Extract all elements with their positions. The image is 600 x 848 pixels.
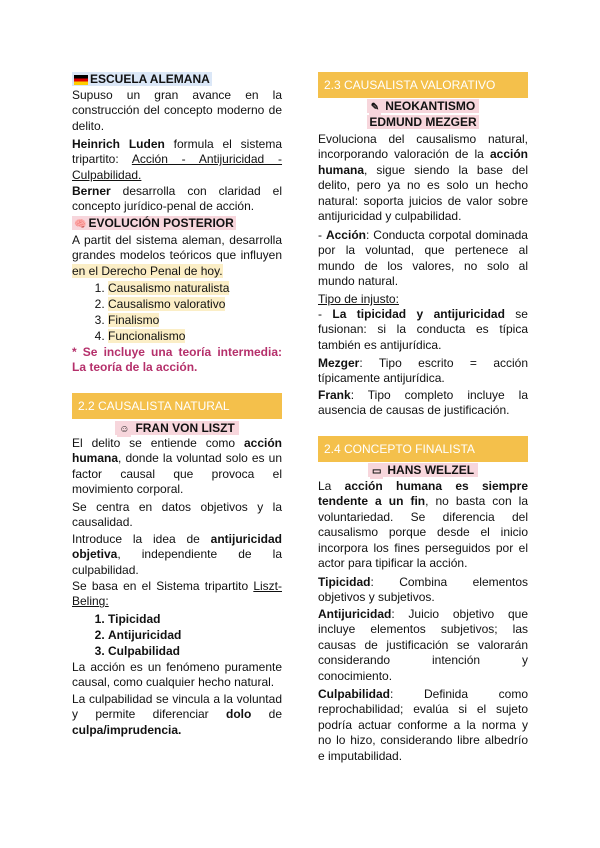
list-item: 4. Funcionalismo <box>108 329 282 345</box>
liszt-heading: ☺ FRAN VON LISZT <box>72 421 282 437</box>
natural-p3: Introduce la idea de antijuricidad objetiva, independiente de la culpabilidad. <box>72 532 282 577</box>
picture-icon: ▭ <box>370 464 383 479</box>
pen-icon: ✎ <box>369 100 381 115</box>
german-flag-icon <box>74 75 88 85</box>
berner-paragraph: Berner desarrolla con claridad el concepto jurídico-penal de acción. <box>72 184 282 214</box>
list-item: 3. Culpabilidad <box>108 644 282 660</box>
section-bar-valorativo: 2.3 CAUSALISTA VALORATIVO <box>318 72 528 98</box>
valorativo-p5: Frank: Tipo completo incluye la ausencia de causas de justificación. <box>318 388 528 418</box>
section-bar-natural: 2.2 CAUSALISTA NATURAL <box>72 393 282 419</box>
finalista-p3: Antijuricidad: Juicio objetivo que incluye elementos subjetivos; las causas de justificación se valorarán considerando intención y conocimiento. <box>318 607 528 683</box>
finalista-p4: Culpabilidad: Definida como reprochabilidad; evalúa si el sujeto podría actuar conforme a la norma y no lo hizo, considerando libre albedrío e imputabilidad. <box>318 687 528 763</box>
section-bar-finalista: 2.4 CONCEPTO FINALISTA <box>318 436 528 462</box>
welzel-heading: ▭ HANS WELZEL <box>318 463 528 479</box>
natural-p2: Se centra en datos objetivos y la causalidad. <box>72 500 282 530</box>
list-item: 1. Causalismo naturalista <box>108 281 282 297</box>
evolucion-heading: 🧠 EVOLUCIÓN POSTERIOR <box>72 216 282 232</box>
list-item: 1. Tipicidad <box>108 612 282 628</box>
valorativo-p2: - Acción: Conducta corpotal dominada por la voluntad, que pertenece al mundo de los valores, no solo al mundo natural. <box>318 228 528 289</box>
escuela-intro: Supuso un gran avance en la construcción del concepto moderno de delito. <box>72 88 282 133</box>
natural-p5: La acción es un fenómeno puramente causal, como cualquier hecho natural. <box>72 660 282 690</box>
escuela-alemana-heading: ESCUELA ALEMANA <box>72 72 282 87</box>
valorativo-p3: - La tipicidad y antijuricidad se fusionan: si la conducta es típica también es antijurídica. <box>318 307 528 352</box>
tripartito-list <box>72 612 282 660</box>
luden-paragraph: Heinrich Luden formula el sistema tripartito: Acción - Antijuricidad - Culpabilidad. <box>72 137 283 182</box>
evolucion-list <box>72 281 282 345</box>
finalista-p1: La acción humana es siempre tendente a un fin, no basta con la voluntariedad. Se diferencia del causalismo porque desde el inicio incorpora los fines perseguidos por el actor para tipificar la acción. <box>318 479 529 571</box>
valorativo-p1: Evoluciona del causalismo natural, incorporando valoración de la acción humana, sigue siendo la base del delito, pero ya no es solo un hecho natural: soporta juicios de valor sobre antijuricidad y culpabilidad. <box>318 132 528 224</box>
list-item: 2. Causalismo valorativo <box>108 297 282 313</box>
mezger-heading: EDMUND MEZGER <box>369 115 477 129</box>
tipo-injusto-label: Tipo de injusto: <box>318 292 399 306</box>
valorativo-p4: Mezger: Tipo escrito = acción típicamente antijurídica. <box>318 356 528 386</box>
natural-p6: La culpabilidad se vincula a la voluntad y permite diferenciar dolo de culpa/imprudencia. <box>72 692 282 737</box>
natural-p4: Se basa en el Sistema tripartito Liszt-Beling: <box>72 579 282 609</box>
finalista-p2: Tipicidad: Combina elementos objetivos y subjetivos. <box>318 575 528 605</box>
natural-p1: El delito se entiende como acción humana, donde la voluntad solo es un factor causal que provoca el movimiento corporal. <box>72 436 282 497</box>
neokantismo-heading: ✎ NEOKANTISMO <box>318 99 528 115</box>
evolucion-note: * Se incluye una teoría intermedia: La teoría de la acción. <box>72 345 282 375</box>
list-item: 2. Antijuricidad <box>108 628 282 644</box>
face-icon: ☺ <box>117 422 131 437</box>
evolucion-paragraph: A partit del sistema aleman, desarrolla grandes modelos teóricos que influyen en el Derecho Penal de hoy. <box>72 233 282 278</box>
list-item: 3. Finalismo <box>108 313 282 329</box>
brain-icon: 🧠 <box>74 219 87 230</box>
